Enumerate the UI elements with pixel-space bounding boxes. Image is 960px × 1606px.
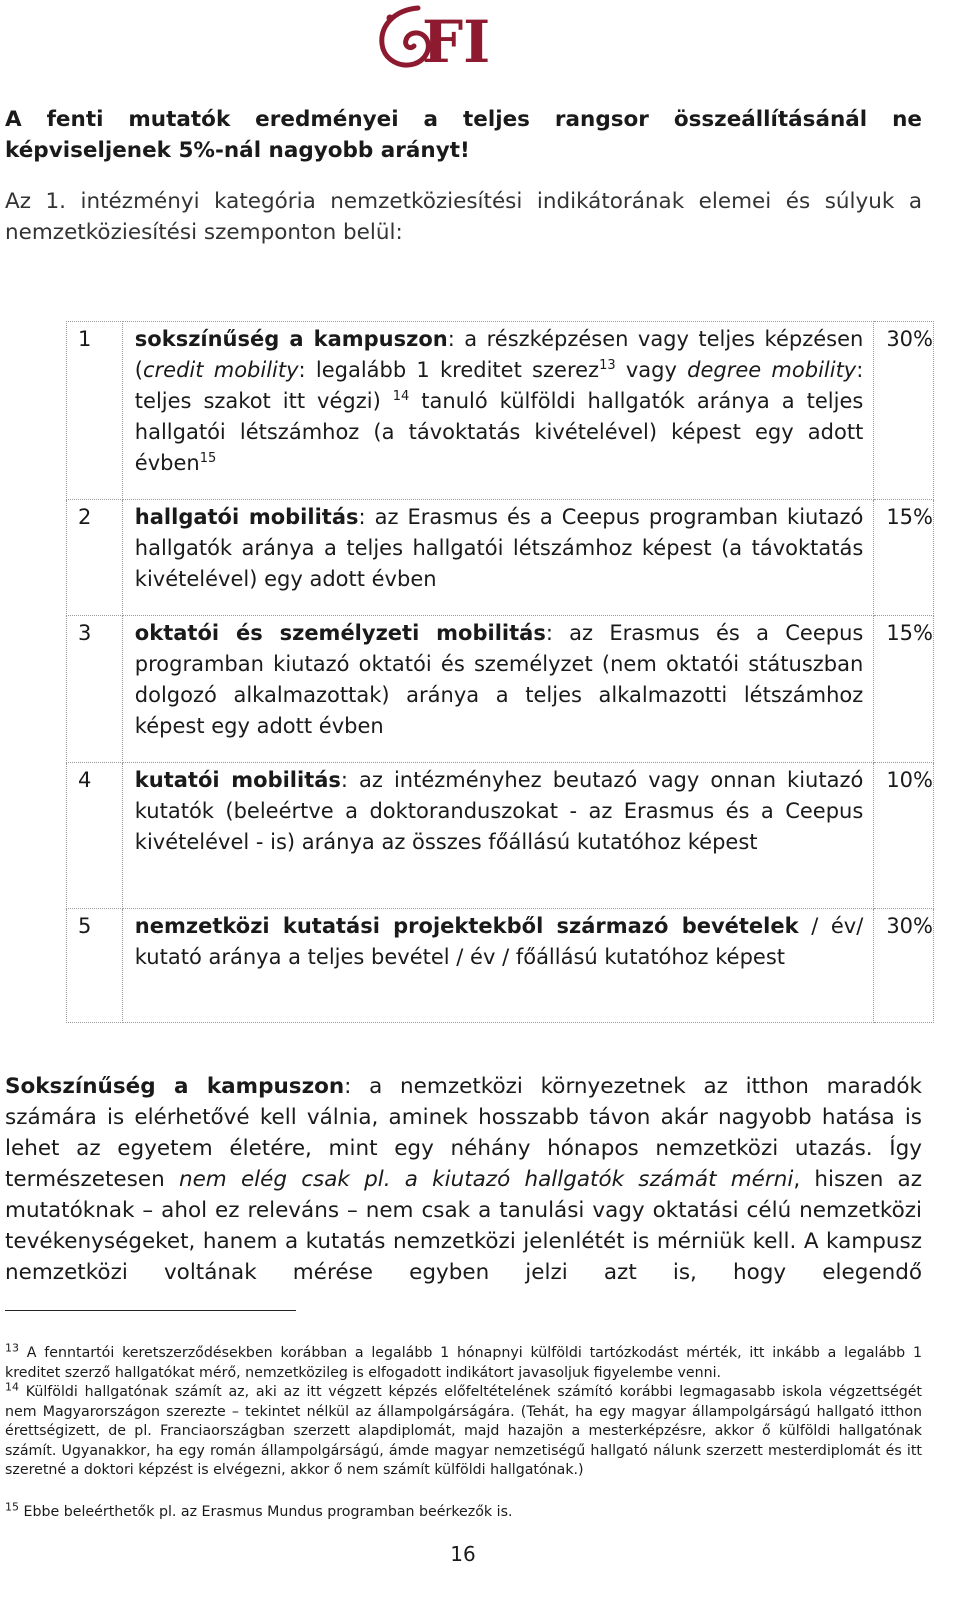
row-number: 3 <box>67 616 123 763</box>
campus-paragraph: Sokszínűség a kampuszon: a nemzetközi környezetnek az itthon maradók számára is elérhetővé kell válnia, aminek hosszabb távon akár nagyobb hatása is lehet az egyetem életére, mint egy néhány hónapos nemzetközi utazás. Így természetesen nem elég csak pl. a kiutazó hallgatók számát mérni, hiszen az mutatóknak – ahol ez releváns – nem csak a tanulási vagy oktatási célú nemzetközi tevékenységeket, hanem a kutatás nemzetközi jelenlétét is mérniük kell. A kampusz nemzetközi voltának mérése egyben jelzi azt is, hogy elegendő <box>5 1074 922 1285</box>
footnote-number: 14 <box>5 1380 19 1394</box>
lead-paragraph: Az 1. intézményi kategória nemzetköziesítési indikátorának elemei és súlyuk a nemzetköziesítési szemponton belül: <box>5 189 922 245</box>
indicator-table <box>66 321 934 1023</box>
row-weight: 30% <box>874 322 934 500</box>
row-number: 1 <box>67 322 123 500</box>
row-term: kutatói mobilitás <box>134 768 341 792</box>
row-description: oktatói és személyzeti mobilitás: az Erasmus és a Ceepus programban kiutazó oktatói és személyzet (nem oktatói státuszban dolgozó alkalmazottak) aránya a teljes alkalmazotti létszámhoz képest egy adott évben <box>122 616 874 763</box>
row-term: sokszínűség a kampuszon <box>134 327 448 351</box>
page-number: 16 <box>450 1542 476 1566</box>
table-row <box>67 322 934 500</box>
row-number: 2 <box>67 500 123 616</box>
footnote-ref[interactable]: 15 <box>199 451 217 466</box>
row-term: hallgatói mobilitás <box>134 505 359 529</box>
bold-note: A fenti mutatók eredményei a teljes rangsor összeállításánál ne képviseljenek 5%-nál nagyobb arányt! <box>5 107 922 163</box>
footnote-14: $^{14}$ Külföldi hallgatónak számít az, aki az itt végzett képzés előfeltételének számító korábbi legmagasabb iskola végzettségét nem Magyarországon szerezte – tekintet nélkül az állampolgárságára. (Tehát, ha egy magyar állampolgárságú hallgató itthon érettségizett, de pl. Franciaországban szerzett alapdiplomát, majd hazajön a mesterképzésre, akkor ő külföldi hallgatónak számít. Ugyanakkor, ha egy román állampolgárságú, ámde magyar nemzetiségű hallgató nálunk szerzett mesterdiplomát és itt szeretné a doktori képzést is elvégezni, akkor ő nem számít külföldi hallgatónak.) <box>5 1380 922 1478</box>
footnote-15: $^{15}$ Ebbe beleérthetők pl. az Erasmus Mundus programban beérkezők is. <box>5 1500 513 1520</box>
row-description: nemzetközi kutatási projektekből származó bevételek / év/ kutató aránya a teljes bevétel / év / főállású kutatóhoz képest <box>122 909 874 1023</box>
row-description: hallgatói mobilitás: az Erasmus és a Ceepus programban kiutazó hallgatók aránya a teljes hallgatói létszámhoz képest (a távoktatás kivételével) egy adott évben <box>122 500 874 616</box>
row-number: 5 <box>67 909 123 1023</box>
row-weight: 30% <box>874 909 934 1023</box>
table-row <box>67 763 934 909</box>
footnote-divider <box>5 1310 296 1311</box>
table-row <box>67 616 934 763</box>
footnote-number: 13 <box>5 1341 19 1355</box>
row-weight: 10% <box>874 763 934 909</box>
row-number: 4 <box>67 763 123 909</box>
row-description: sokszínűség a kampuszon: a részképzésen vagy teljes képzésen (credit mobility: legalább 1 kreditet szerez$^{13}$ vagy degree mobility: teljes szakot itt végzi) $^{14}$ tanuló külföldi hallgatók aránya a teljes hallgatói létszámhoz (a távoktatás kivételével) képest egy adott évben$^{15}$ <box>122 322 874 500</box>
row-term: oktatói és személyzeti mobilitás <box>134 621 546 645</box>
row-description: kutatói mobilitás: az intézményhez beutazó vagy onnan kiutazó kutatók (beleértve a doktoranduszokat - az Erasmus és a Ceepus kivételével - is) aránya az összes főállású kutatóhoz képest <box>122 763 874 909</box>
row-term: nemzetközi kutatási projektekből származó bevételek <box>134 914 799 938</box>
campus-term: Sokszínűség a kampuszon <box>5 1074 345 1099</box>
footnote-13: $^{13}$ A fenntartói keretszerződésekben korábban a legalább 1 hónapnyi külföldi tartózkodást mérték, itt inkább a legalább 1 kreditet szerző hallgatókat mérő, nemzetközileg is elfogadott indikátort javasoljuk figyelembe venni. <box>5 1341 922 1381</box>
logo-text: FI <box>422 8 491 70</box>
row-weight: 15% <box>874 500 934 616</box>
table-row <box>67 500 934 616</box>
footnote-number: 15 <box>5 1500 19 1514</box>
footnote-ref[interactable]: 13 <box>599 358 616 373</box>
table-row <box>67 909 934 1023</box>
footnote-ref[interactable]: 14 <box>392 389 410 404</box>
row-weight: 15% <box>874 616 934 763</box>
ofi-logo <box>376 4 502 70</box>
